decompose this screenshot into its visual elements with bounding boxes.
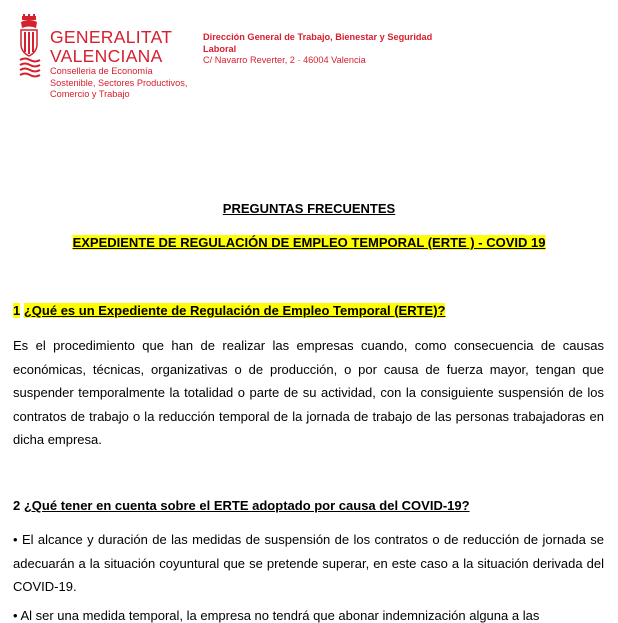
generalitat-logo	[18, 14, 208, 104]
conselleria-line: Conselleria de Economía	[50, 66, 153, 76]
logo-text-valenciana: VALENCIANA	[50, 46, 163, 66]
faq-title-text: PREGUNTAS FRECUENTES	[222, 201, 396, 216]
question-number: 2	[13, 498, 21, 513]
answer-bullet: • El alcance y duración de las medidas de suspensión de los contratos o de reducción de jornada se adecuarán a la situación coyuntural que se pretende superar, en este caso a la situación derivada del COVID-19.	[13, 532, 604, 594]
department-name-line: Laboral	[203, 43, 237, 54]
conselleria-line: Sostenible, Sectores Productivos,	[50, 77, 188, 88]
answer-bullet: • Al ser una medida temporal, la empresa no tendrá que abonar indemnización alguna a las	[13, 608, 540, 623]
department-info	[203, 32, 463, 67]
erte-title-text: EXPEDIENTE DE REGULACIÓN DE EMPLEO TEMPORAL (ERTE ) - COVID 19	[72, 235, 546, 250]
department-name-line: Dirección General de Trabajo, Bienestar y Seguridad	[203, 32, 433, 42]
erte-title	[73, 235, 546, 250]
answer-paragraph: Es el procedimiento que han de realizar las empresas cuando, como consecuencia de causas económicas, técnicas, organizativas o de producción, o por causa de fuerza mayor, tengan que suspender temporalmente la totalidad o parte de su actividad, con la consiguiente suspensión de los contratos de trabajo o la reducción temporal de la jornada de trabajo de las personas trabajadoras en dicha empresa.	[13, 338, 604, 447]
faq-title	[223, 201, 395, 216]
question-text: ¿Qué es un Expediente de Regulación de Empleo Temporal (ERTE)?	[23, 303, 446, 318]
conselleria-name	[50, 66, 187, 101]
coat-of-arms-icon	[18, 14, 44, 78]
department-address: C/ Navarro Reverter, 2 · 46004 Valencia	[203, 55, 366, 65]
question-text: ¿Qué tener en cuenta sobre el ERTE adoptado por causa del COVID-19?	[23, 498, 470, 513]
question-number: 1	[13, 303, 21, 318]
conselleria-line: Comercio y Trabajo	[50, 89, 130, 99]
logo-text-generalitat: GENERALITAT	[50, 27, 173, 47]
question-heading	[13, 498, 470, 513]
question-heading	[13, 303, 445, 318]
